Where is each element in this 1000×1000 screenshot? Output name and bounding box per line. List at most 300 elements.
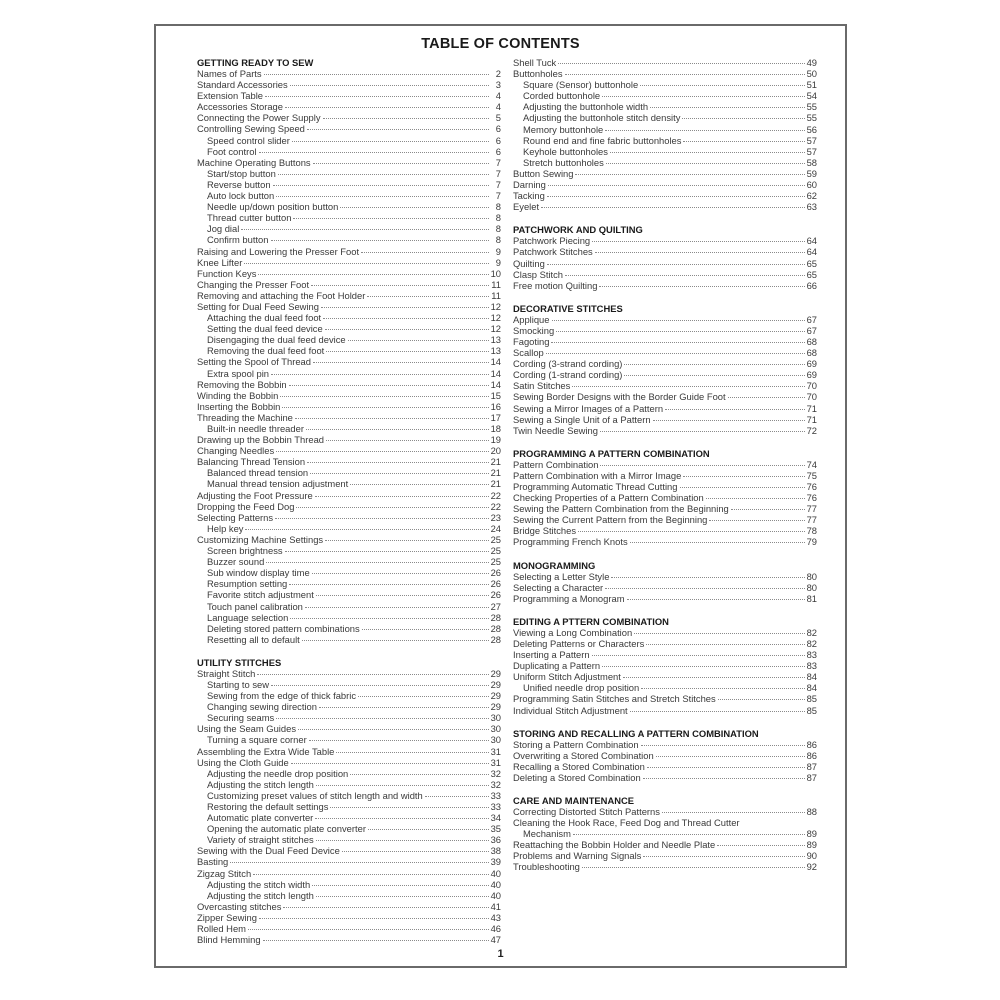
dot-leader: [599, 286, 804, 287]
toc-subentry[interactable]: [513, 135, 817, 146]
toc-entry[interactable]: [197, 412, 501, 423]
toc-entry[interactable]: [197, 434, 501, 445]
toc-entry[interactable]: [513, 750, 817, 761]
toc-entry[interactable]: [513, 660, 817, 671]
toc-entry[interactable]: [197, 301, 501, 312]
entry-page-number: 20: [490, 445, 501, 457]
toc-entry[interactable]: [197, 868, 501, 879]
toc-subentry[interactable]: [197, 135, 501, 146]
entry-page-number: 86: [806, 738, 817, 750]
toc-subentry[interactable]: [513, 157, 817, 168]
toc-entry[interactable]: [197, 79, 501, 90]
toc-entry[interactable]: [197, 123, 501, 134]
toc-entry[interactable]: [513, 470, 817, 481]
dot-leader: [295, 418, 489, 419]
toc-entry[interactable]: [197, 279, 501, 290]
dot-leader: [276, 451, 488, 452]
toc-entry[interactable]: [197, 445, 501, 456]
entry-label: Connecting the Power Supply: [197, 112, 321, 124]
entry-page-number: 59: [806, 167, 817, 179]
entry-page-number: 28: [490, 622, 501, 634]
entry-page-number: 29: [490, 690, 501, 702]
entry-page-number: 79: [806, 536, 817, 548]
toc-entry[interactable]: [197, 746, 501, 757]
dot-leader: [263, 940, 489, 941]
entry-label: Zipper Sewing: [197, 911, 257, 923]
entry-page-number: 34: [490, 812, 501, 824]
toc-entry[interactable]: [197, 934, 501, 945]
toc-subentry[interactable]: [197, 168, 501, 179]
entry-label: Setting for Dual Feed Sewing: [197, 300, 319, 312]
dot-leader: [283, 907, 488, 908]
toc-entry[interactable]: [513, 514, 817, 525]
toc-entry[interactable]: [513, 68, 817, 79]
toc-entry[interactable]: [197, 490, 501, 501]
entry-label: Correcting Distorted Stitch Patterns: [513, 805, 660, 817]
dot-leader: [592, 655, 805, 656]
entry-label: Adjusting the stitch width: [207, 878, 311, 890]
entry-label: Sub window display time: [207, 567, 310, 579]
toc-entry[interactable]: [513, 850, 817, 861]
toc-entry[interactable]: [197, 157, 501, 168]
dot-leader: [258, 274, 488, 275]
entry-page-number: 14: [490, 367, 501, 379]
section-heading: EDITING A PTTERN COMBINATION: [513, 615, 669, 627]
entry-page-number: 46: [490, 923, 501, 935]
entry-page-number: 80: [806, 570, 817, 582]
entry-label: Rolled Hem: [197, 923, 246, 935]
entry-label: Individual Stitch Adjustment: [513, 704, 628, 716]
entry-label-continuation: Mechanism: [523, 828, 571, 840]
dot-leader: [292, 141, 489, 142]
section-heading: PATCHWORK AND QUILTING: [513, 224, 643, 236]
toc-entry[interactable]: [513, 817, 817, 839]
dot-leader: [656, 756, 805, 757]
entry-page-number: 83: [806, 649, 817, 661]
toc-subentry[interactable]: [197, 734, 501, 745]
toc-subentry[interactable]: [197, 368, 501, 379]
dot-leader: [276, 196, 489, 197]
toc-subentry[interactable]: [513, 90, 817, 101]
toc-entry[interactable]: [513, 525, 817, 536]
entry-page-number: 80: [806, 581, 817, 593]
dot-leader: [266, 562, 488, 563]
entry-page-number: 84: [806, 682, 817, 694]
toc-entry[interactable]: [513, 403, 817, 414]
entry-label: Sewing a Single Unit of a Pattern: [513, 413, 651, 425]
toc-entry[interactable]: [513, 806, 817, 817]
entry-label: Balancing Thread Tension: [197, 456, 306, 468]
entry-page-number: 25: [490, 545, 501, 557]
toc-entry[interactable]: [513, 705, 817, 716]
toc-entry[interactable]: [197, 856, 501, 867]
dot-leader: [280, 396, 488, 397]
dot-leader: [230, 862, 488, 863]
dot-leader: [321, 307, 489, 308]
toc-subentry[interactable]: [197, 879, 501, 890]
toc-subentry[interactable]: [197, 712, 501, 723]
section-heading: CARE AND MAINTENANCE: [513, 794, 635, 806]
dot-leader: [248, 929, 489, 930]
dot-leader: [326, 440, 489, 441]
toc-entry[interactable]: [513, 358, 817, 369]
entry-label: Variety of straight stitches: [207, 834, 314, 846]
entry-label: Reverse button: [207, 178, 271, 190]
entry-label: Storing a Pattern Combination: [513, 738, 639, 750]
toc-subentry[interactable]: [197, 612, 501, 623]
entry-label: Restoring the default settings: [207, 801, 329, 812]
toc-entry[interactable]: [197, 101, 501, 112]
entry-label: Language selection: [207, 611, 289, 623]
toc-subentry[interactable]: [197, 478, 501, 489]
entry-label: Screen brightness: [207, 545, 283, 557]
toc-entry[interactable]: [197, 257, 501, 268]
entry-label: Programming a Monogram: [513, 592, 625, 604]
entry-label: Corded buttonhole: [523, 90, 601, 102]
entry-label: Overwriting a Stored Combination: [513, 749, 654, 761]
entry-page-number: 71: [806, 413, 817, 425]
toc-entry[interactable]: [513, 761, 817, 772]
dot-leader: [647, 767, 805, 768]
entry-page-number: 51: [806, 79, 817, 91]
toc-entry[interactable]: [513, 280, 817, 291]
dot-leader: [310, 473, 488, 474]
dot-leader: [653, 420, 805, 421]
dot-leader: [271, 240, 490, 241]
entry-page-number: 9: [495, 245, 501, 257]
toc-entry[interactable]: [513, 671, 817, 682]
toc-subentry[interactable]: [513, 112, 817, 123]
toc-subentry[interactable]: [197, 312, 501, 323]
entry-page-number: 22: [490, 489, 501, 501]
toc-subentry[interactable]: [197, 834, 501, 845]
dot-leader: [709, 520, 804, 521]
toc-entry[interactable]: [513, 839, 817, 850]
entry-page-number: 58: [806, 156, 817, 168]
toc-entry[interactable]: [513, 571, 817, 582]
entry-label: Inserting the Bobbin: [197, 400, 281, 412]
entry-page-number: 21: [490, 467, 501, 479]
toc-subentry[interactable]: [197, 890, 501, 901]
entry-page-number: 25: [490, 533, 501, 545]
toc-subentry[interactable]: [197, 701, 501, 712]
toc-section: [513, 224, 817, 290]
toc-subentry[interactable]: [197, 523, 501, 534]
toc-subentry[interactable]: [197, 212, 501, 223]
toc-subentry[interactable]: [197, 223, 501, 234]
entry-page-number: 31: [490, 756, 501, 768]
toc-entry[interactable]: [513, 201, 817, 212]
toc-subentry[interactable]: [197, 779, 501, 790]
dot-leader: [305, 607, 489, 608]
toc-subentry[interactable]: [197, 690, 501, 701]
dot-leader: [296, 507, 488, 508]
dot-leader: [706, 498, 805, 499]
entry-label: Manual thread tension adjustment: [207, 478, 349, 490]
entry-label: Drawing up the Bobbin Thread: [197, 434, 324, 446]
toc-entry[interactable]: [513, 369, 817, 380]
dot-leader: [313, 163, 489, 164]
entry-label: Round end and fine fabric buttonholes: [523, 134, 682, 146]
entry-label: Straight Stitch: [197, 667, 256, 679]
toc-subentry[interactable]: [513, 146, 817, 157]
toc-subentry[interactable]: [197, 556, 501, 567]
dot-leader: [623, 677, 805, 678]
entry-page-number: 30: [490, 723, 501, 735]
toc-entry[interactable]: [197, 501, 501, 512]
toc-entry[interactable]: [197, 401, 501, 412]
entry-page-number: 13: [490, 334, 501, 346]
toc-entry[interactable]: [513, 246, 817, 257]
entry-label: Sewing with the Dual Feed Device: [197, 845, 340, 857]
toc-subentry[interactable]: [197, 423, 501, 434]
toc-entry[interactable]: [513, 57, 817, 68]
entry-page-number: 17: [490, 411, 501, 423]
toc-subentry[interactable]: [197, 823, 501, 834]
entry-label: Programming French Knots: [513, 536, 628, 548]
dot-leader: [285, 107, 489, 108]
entry-page-number: 67: [806, 324, 817, 336]
entry-page-number: 65: [806, 268, 817, 280]
toc-subentry[interactable]: [197, 345, 501, 356]
entry-page-number: 66: [806, 279, 817, 291]
toc-subentry[interactable]: [197, 578, 501, 589]
dot-leader: [358, 696, 489, 697]
toc-entry[interactable]: [513, 459, 817, 470]
toc-entry[interactable]: [513, 627, 817, 638]
entry-label: Satin Stitches: [513, 380, 571, 392]
entry-page-number: 11: [491, 289, 501, 301]
entry-label: Using the Cloth Guide: [197, 756, 289, 768]
dot-leader: [605, 588, 804, 589]
toc-entry[interactable]: [197, 723, 501, 734]
section-heading: MONOGRAMMING: [513, 559, 596, 571]
dot-leader: [307, 129, 489, 130]
dot-leader: [313, 362, 489, 363]
toc-entry[interactable]: [513, 414, 817, 425]
toc-entry[interactable]: [197, 668, 501, 679]
toc-entry[interactable]: [513, 739, 817, 750]
dot-leader: [646, 644, 804, 645]
entry-label: Using the Seam Guides: [197, 723, 297, 735]
dot-leader: [605, 130, 804, 131]
toc-entry[interactable]: [197, 356, 501, 367]
dot-leader: [326, 351, 488, 352]
entry-label: Sewing the Current Pattern from the Beginning: [513, 514, 708, 526]
toc-entry[interactable]: [197, 534, 501, 545]
dot-leader: [565, 74, 805, 75]
entry-page-number: 10: [490, 267, 501, 279]
dot-leader: [717, 845, 804, 846]
toc-entry[interactable]: [197, 757, 501, 768]
toc-entry[interactable]: [197, 90, 501, 101]
dot-leader: [316, 785, 489, 786]
dot-leader: [273, 185, 489, 186]
toc-entry[interactable]: [197, 923, 501, 934]
dot-leader: [556, 331, 804, 332]
toc-entry[interactable]: [197, 901, 501, 912]
dot-leader: [665, 409, 804, 410]
toc-entry[interactable]: [513, 772, 817, 783]
dot-leader: [728, 397, 805, 398]
page-title: TABLE OF CONTENTS: [421, 36, 580, 52]
entry-label: Names of Parts: [197, 68, 262, 79]
toc-entry[interactable]: [513, 380, 817, 391]
toc-entry[interactable]: [513, 314, 817, 325]
toc-subentry[interactable]: [197, 567, 501, 578]
toc-entry[interactable]: [197, 268, 501, 279]
entry-label: Programming Satin Stitches and Stretch Stitches: [513, 693, 716, 705]
entry-label: Balanced thread tension: [207, 467, 309, 479]
entry-label: Selecting a Character: [513, 581, 604, 593]
dot-leader: [271, 685, 489, 686]
toc-entry[interactable]: [197, 390, 501, 401]
toc-subentry[interactable]: [197, 601, 501, 612]
entry-page-number: 88: [806, 805, 817, 817]
toc-subentry[interactable]: [197, 146, 501, 157]
toc-entry[interactable]: [197, 512, 501, 523]
toc-entry[interactable]: [513, 336, 817, 347]
toc-entry[interactable]: [197, 246, 501, 257]
entry-label: Changing sewing direction: [207, 701, 317, 713]
toc-subentry[interactable]: [197, 190, 501, 201]
entry-page-number: 72: [806, 424, 817, 436]
toc-subentry[interactable]: [513, 682, 817, 693]
entry-page-number: 40: [490, 867, 501, 879]
entry-page-number: 9: [495, 256, 501, 268]
toc-subentry[interactable]: [197, 623, 501, 634]
entry-label: Attaching the dual feed foot: [207, 312, 322, 324]
entry-label: Blind Hemming: [197, 934, 261, 946]
entry-label: Built-in needle threader: [207, 423, 304, 434]
dot-leader: [641, 745, 805, 746]
toc-entry[interactable]: [513, 492, 817, 503]
entry-label: Recalling a Stored Combination: [513, 760, 645, 772]
dot-leader: [546, 353, 805, 354]
toc-entry[interactable]: [513, 593, 817, 604]
toc-entry[interactable]: [513, 269, 817, 280]
toc-entry[interactable]: [513, 638, 817, 649]
entry-label: Thread cutter button: [207, 212, 292, 224]
entry-label: Speed control slider: [207, 134, 290, 146]
right-column: [513, 57, 817, 885]
toc-entry[interactable]: [513, 503, 817, 514]
entry-page-number: 40: [490, 878, 501, 890]
entry-label: Foot control: [207, 145, 257, 157]
toc-entry[interactable]: [513, 425, 817, 436]
toc-entry[interactable]: [513, 693, 817, 704]
dot-leader: [643, 856, 804, 857]
entry-page-number: 26: [490, 578, 501, 590]
entry-page-number: 11: [491, 278, 501, 290]
dot-leader: [627, 599, 805, 600]
toc-entry[interactable]: [513, 347, 817, 358]
toc-subentry[interactable]: [197, 768, 501, 779]
toc-subentry[interactable]: [197, 801, 501, 812]
toc-entry[interactable]: [513, 536, 817, 547]
entry-label: Sewing the Pattern Combination from the Beginning: [513, 503, 729, 515]
toc-subentry[interactable]: [197, 201, 501, 212]
toc-subentry[interactable]: [513, 101, 817, 112]
toc-subentry[interactable]: [513, 79, 817, 90]
toc-entry[interactable]: [197, 379, 501, 390]
entry-label: Confirm button: [207, 234, 269, 246]
toc-entry[interactable]: [513, 391, 817, 402]
toc-entry[interactable]: [197, 290, 501, 301]
toc-entry[interactable]: [197, 456, 501, 467]
entry-label: Basting: [197, 856, 229, 868]
entry-page-number: 74: [806, 458, 817, 470]
entry-page-number: 4: [495, 90, 501, 102]
toc-entry[interactable]: [197, 68, 501, 79]
toc-entry[interactable]: [513, 861, 817, 872]
entry-page-number: 6: [495, 134, 501, 146]
entry-label: Needle up/down position button: [207, 201, 339, 213]
toc-entry[interactable]: [513, 190, 817, 201]
toc-entry[interactable]: [513, 481, 817, 492]
entry-page-number: 26: [490, 567, 501, 579]
entry-page-number: 85: [806, 704, 817, 716]
dot-leader: [316, 840, 489, 841]
toc-subentry[interactable]: [197, 323, 501, 334]
entry-page-number: 71: [806, 402, 817, 414]
dot-leader: [602, 96, 804, 97]
toc-entry[interactable]: [513, 168, 817, 179]
toc-entry[interactable]: [513, 235, 817, 246]
entry-label: Setting the Spool of Thread: [197, 356, 311, 368]
entry-page-number: 32: [490, 767, 501, 779]
dot-leader: [276, 718, 488, 719]
entry-page-number: 16: [490, 400, 501, 412]
toc-subentry[interactable]: [197, 790, 501, 801]
entry-page-number: 40: [490, 889, 501, 901]
toc-subentry[interactable]: [197, 545, 501, 556]
toc-entry[interactable]: [513, 649, 817, 660]
toc-subentry[interactable]: [513, 124, 817, 135]
toc-entry[interactable]: [197, 845, 501, 856]
toc-subentry[interactable]: [197, 589, 501, 600]
entry-label: Adjusting the buttonhole width: [523, 101, 649, 113]
entry-label: Darning: [513, 179, 546, 191]
toc-entry[interactable]: [513, 325, 817, 336]
toc-entry[interactable]: [197, 912, 501, 923]
entry-page-number: 2: [495, 68, 501, 79]
toc-subentry[interactable]: [197, 467, 501, 478]
toc-entry[interactable]: [513, 582, 817, 593]
toc-subentry[interactable]: [197, 679, 501, 690]
entry-label: Buttonholes: [513, 68, 563, 80]
toc-section: [513, 728, 817, 783]
toc-entry[interactable]: [197, 112, 501, 123]
toc-subentry[interactable]: [197, 334, 501, 345]
toc-subentry[interactable]: [197, 179, 501, 190]
entry-page-number: 18: [490, 423, 501, 434]
toc-entry[interactable]: [513, 179, 817, 190]
dot-leader: [350, 484, 488, 485]
dot-leader: [257, 674, 488, 675]
toc-entry[interactable]: [513, 258, 817, 269]
dot-leader: [319, 707, 489, 708]
toc-section: [513, 560, 817, 604]
toc-subentry[interactable]: [197, 634, 501, 645]
dot-leader: [259, 152, 489, 153]
entry-label: Deleting stored pattern combinations: [207, 622, 360, 634]
entry-label: Extra spool pin: [207, 367, 270, 379]
toc-subentry[interactable]: [197, 234, 501, 245]
toc-subentry[interactable]: [197, 812, 501, 823]
entry-label: Selecting Patterns: [197, 511, 274, 523]
entry-label: Buzzer sound: [207, 556, 265, 568]
